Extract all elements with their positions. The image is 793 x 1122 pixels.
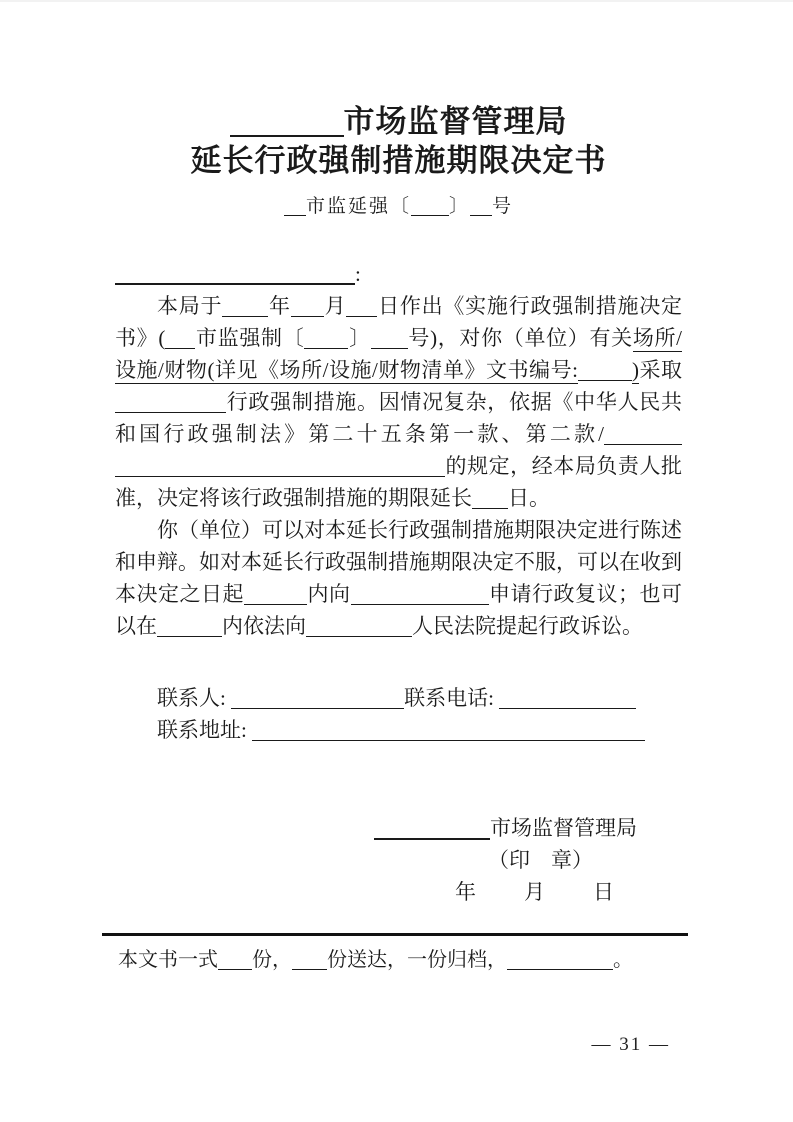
text-run: 市监延强〔: [305, 196, 411, 217]
text-run: 联系地址:: [157, 718, 253, 742]
agency-title: [115, 102, 682, 142]
rights-paragraph: [115, 514, 682, 642]
text-run: 市场监督管理局: [490, 816, 637, 840]
blank-field: [507, 949, 613, 970]
text-run: :: [355, 262, 361, 286]
blank-field: [306, 615, 412, 637]
blank-field: [292, 949, 327, 970]
text-run: 日作出《实施行政强制措施决定书》(: [115, 294, 683, 350]
page-number: — 31 —: [591, 1034, 670, 1055]
document-title: 延长行政强制措施期限决定书: [190, 143, 607, 178]
text-run: 年: [268, 294, 291, 318]
contact-block: [115, 682, 682, 746]
blank-field: [604, 423, 682, 445]
blank-field: [222, 295, 268, 317]
text-run: 采取: [638, 358, 682, 382]
text-run: 你（单位）可以对本延长行政强制措施期限决定进行陈述和申辩。如对本延长行政强制措施期限决定不服，可以在收到本决定之日起: [115, 518, 682, 606]
signature-agency-line: [362, 812, 637, 844]
blank-field: [371, 327, 408, 349]
blank-field: [115, 391, 226, 413]
blank-field: [244, 583, 307, 605]
underlined-text: ): [631, 358, 639, 382]
addressee-line: [115, 258, 682, 290]
text-run: 本局于: [157, 294, 223, 318]
blank-field: [411, 196, 449, 216]
decision-paragraph: [115, 290, 682, 514]
text-run: 人民法院提起行政诉讼。: [412, 614, 643, 638]
blank-field: [252, 719, 645, 741]
contact-address-line: [157, 714, 682, 746]
blank-field: [231, 687, 404, 709]
blank-field: [230, 104, 344, 137]
text-run: 号)，对你（单位）有关: [407, 326, 633, 350]
seal-placeholder: （印 章）: [488, 848, 593, 872]
text-run: 内依法向: [222, 614, 306, 638]
blank-field: [218, 949, 252, 970]
blank-field: [165, 327, 195, 349]
text-run: 份，: [252, 949, 292, 971]
blank-field: [578, 359, 632, 381]
footer-divider: [102, 933, 688, 936]
text-run: 市场监督管理局: [343, 104, 568, 139]
text-run: 联系电话:: [404, 686, 500, 710]
blank-field: [470, 196, 492, 216]
text-run: 〕: [448, 196, 470, 217]
blank-field: [351, 583, 489, 605]
blank-field: [291, 295, 324, 317]
text-run: 本文书一式: [118, 949, 218, 971]
contact-person-line: [157, 682, 682, 714]
text-run: 份送达，一份归档，: [327, 949, 507, 971]
text-run: 的规定，经本局负责人批准，决定将该行政强制措施的期限延长: [115, 454, 682, 510]
blank-field: [284, 196, 306, 216]
text-run: 日。: [508, 486, 550, 510]
text-run: 内向: [307, 582, 351, 606]
document-number: [115, 194, 682, 220]
text-run: 〕: [348, 326, 371, 350]
text-run: 号: [492, 196, 514, 217]
signature-date-line: 年 月 日: [455, 880, 616, 904]
text-run: 联系人:: [157, 686, 232, 710]
blank-field: [374, 817, 490, 840]
blank-field: [472, 487, 508, 509]
text-run: 行政强制措施。因情况复杂，依据《中华人民共和国行政强制法》第二十五条第一款、第二款/: [115, 390, 682, 446]
blank-field: [115, 262, 355, 285]
underlined-text: 场所/设施/财物(详见《场所/设施/财物清单》文书编号:: [115, 326, 683, 382]
text-run: 市监强制〔: [195, 326, 305, 350]
text-run: 月: [323, 294, 347, 318]
blank-field: [157, 615, 222, 637]
blank-field: [346, 295, 377, 317]
blank-field: [499, 687, 636, 709]
blank-field: [115, 455, 445, 477]
blank-field: [304, 327, 348, 349]
signature-block: [362, 812, 637, 908]
text-run: 。: [613, 949, 633, 971]
distribution-note: [118, 945, 682, 975]
text-run: 申请行政复议；也可以在: [115, 582, 682, 638]
